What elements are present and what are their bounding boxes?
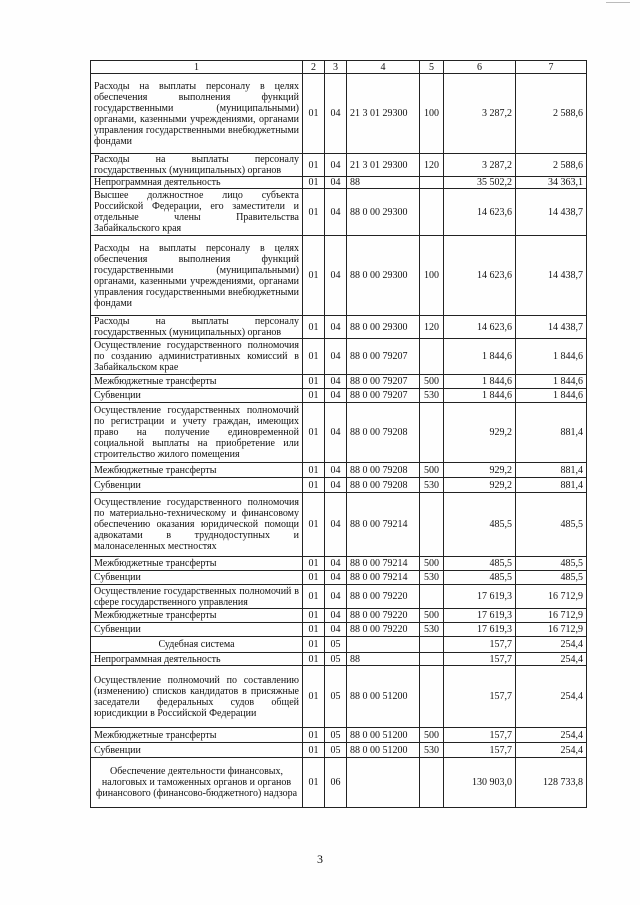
table-row bbox=[91, 177, 587, 189]
row-target-article: 88 0 00 79220 bbox=[347, 609, 420, 623]
row-section: 01 bbox=[303, 375, 325, 389]
row-subsection: 04 bbox=[325, 403, 347, 463]
header-col-3: 3 bbox=[325, 61, 347, 74]
table-row bbox=[91, 557, 587, 571]
row-subsection: 04 bbox=[325, 571, 347, 585]
row-amount-2: 881,4 bbox=[516, 403, 587, 463]
row-expense-type bbox=[420, 403, 444, 463]
row-target-article: 88 0 00 29300 bbox=[347, 316, 420, 339]
row-section: 01 bbox=[303, 758, 325, 808]
row-section: 01 bbox=[303, 557, 325, 571]
row-expense-type bbox=[420, 585, 444, 609]
row-section: 01 bbox=[303, 74, 325, 154]
row-amount-2: 254,4 bbox=[516, 728, 587, 743]
row-amount-2: 128 733,8 bbox=[516, 758, 587, 808]
row-amount-1: 17 619,3 bbox=[444, 623, 516, 637]
row-expense-type bbox=[420, 339, 444, 375]
row-expense-type: 530 bbox=[420, 389, 444, 403]
row-name: Межбюджетные трансферты bbox=[91, 557, 303, 571]
row-expense-type: 530 bbox=[420, 478, 444, 493]
row-target-article: 88 0 00 79207 bbox=[347, 375, 420, 389]
row-target-article: 88 0 00 29300 bbox=[347, 189, 420, 236]
row-name: Непрограммная деятельность bbox=[91, 653, 303, 666]
row-amount-2: 14 438,7 bbox=[516, 189, 587, 236]
row-expense-type bbox=[420, 189, 444, 236]
row-section: 01 bbox=[303, 177, 325, 189]
row-section: 01 bbox=[303, 339, 325, 375]
row-target-article: 88 bbox=[347, 177, 420, 189]
row-subsection: 05 bbox=[325, 666, 347, 728]
row-section: 01 bbox=[303, 609, 325, 623]
row-amount-2: 254,4 bbox=[516, 666, 587, 728]
row-target-article: 88 0 00 51200 bbox=[347, 666, 420, 728]
row-expense-type: 500 bbox=[420, 557, 444, 571]
row-name: Межбюджетные трансферты bbox=[91, 463, 303, 478]
row-subsection: 04 bbox=[325, 389, 347, 403]
row-expense-type: 530 bbox=[420, 743, 444, 758]
header-col-6: 6 bbox=[444, 61, 516, 74]
row-section: 01 bbox=[303, 623, 325, 637]
row-amount-2: 2 588,6 bbox=[516, 74, 587, 154]
row-name: Межбюджетные трансферты bbox=[91, 609, 303, 623]
row-name: Субвенции bbox=[91, 478, 303, 493]
row-amount-1: 17 619,3 bbox=[444, 609, 516, 623]
row-name: Высшее должностное лицо субъекта Российской Федерации, его заместители и отдельные члены Правительства Забайкальского края bbox=[91, 189, 303, 236]
row-target-article bbox=[347, 637, 420, 653]
row-subsection: 04 bbox=[325, 177, 347, 189]
row-section: 01 bbox=[303, 478, 325, 493]
row-section: 01 bbox=[303, 236, 325, 316]
table-row bbox=[91, 653, 587, 666]
row-amount-2: 1 844,6 bbox=[516, 375, 587, 389]
table-header-row bbox=[91, 61, 587, 74]
row-expense-type bbox=[420, 637, 444, 653]
row-subsection: 04 bbox=[325, 609, 347, 623]
row-name: Субвенции bbox=[91, 389, 303, 403]
row-target-article: 88 0 00 29300 bbox=[347, 236, 420, 316]
row-amount-2: 881,4 bbox=[516, 478, 587, 493]
table-row bbox=[91, 623, 587, 637]
row-amount-2: 16 712,9 bbox=[516, 609, 587, 623]
row-name: Субвенции bbox=[91, 743, 303, 758]
row-target-article: 88 0 00 51200 bbox=[347, 728, 420, 743]
row-name: Осуществление государственного полномочия по созданию административных комиссий в Забайкальском крае bbox=[91, 339, 303, 375]
row-amount-1: 157,7 bbox=[444, 637, 516, 653]
row-section: 01 bbox=[303, 666, 325, 728]
row-target-article: 88 bbox=[347, 653, 420, 666]
row-target-article: 88 0 00 51200 bbox=[347, 743, 420, 758]
row-subsection: 04 bbox=[325, 478, 347, 493]
row-amount-1: 130 903,0 bbox=[444, 758, 516, 808]
row-name: Межбюджетные трансферты bbox=[91, 375, 303, 389]
row-amount-1: 17 619,3 bbox=[444, 585, 516, 609]
row-target-article: 88 0 00 79214 bbox=[347, 557, 420, 571]
row-expense-type bbox=[420, 493, 444, 557]
table-row bbox=[91, 375, 587, 389]
row-amount-2: 254,4 bbox=[516, 653, 587, 666]
row-amount-1: 157,7 bbox=[444, 728, 516, 743]
row-expense-type: 530 bbox=[420, 623, 444, 637]
row-name: Субвенции bbox=[91, 623, 303, 637]
row-section: 01 bbox=[303, 463, 325, 478]
table-row bbox=[91, 403, 587, 463]
row-amount-2: 485,5 bbox=[516, 493, 587, 557]
table-row bbox=[91, 493, 587, 557]
row-subsection: 04 bbox=[325, 585, 347, 609]
row-amount-1: 485,5 bbox=[444, 493, 516, 557]
row-name: Непрограммная деятельность bbox=[91, 177, 303, 189]
row-amount-1: 929,2 bbox=[444, 403, 516, 463]
header-col-5: 5 bbox=[420, 61, 444, 74]
row-target-article: 88 0 00 79207 bbox=[347, 389, 420, 403]
table-row bbox=[91, 571, 587, 585]
row-amount-1: 929,2 bbox=[444, 478, 516, 493]
row-section: 01 bbox=[303, 403, 325, 463]
table-row bbox=[91, 339, 587, 375]
row-amount-1: 14 623,6 bbox=[444, 316, 516, 339]
row-expense-type bbox=[420, 666, 444, 728]
row-amount-1: 14 623,6 bbox=[444, 236, 516, 316]
row-name: Судебная система bbox=[91, 637, 303, 653]
table-row bbox=[91, 728, 587, 743]
row-amount-1: 35 502,2 bbox=[444, 177, 516, 189]
row-amount-1: 485,5 bbox=[444, 557, 516, 571]
table-row bbox=[91, 743, 587, 758]
row-name: Осуществление государственного полномочия по материально-техническому и финансовому обеспечению оказания юридической помощи адвокатами в труднодоступных и малонаселенных местностях bbox=[91, 493, 303, 557]
row-section: 01 bbox=[303, 389, 325, 403]
row-expense-type: 500 bbox=[420, 609, 444, 623]
row-section: 01 bbox=[303, 743, 325, 758]
row-amount-1: 1 844,6 bbox=[444, 389, 516, 403]
row-expense-type: 120 bbox=[420, 154, 444, 177]
row-amount-1: 929,2 bbox=[444, 463, 516, 478]
row-section: 01 bbox=[303, 571, 325, 585]
table-row bbox=[91, 74, 587, 154]
row-expense-type: 120 bbox=[420, 316, 444, 339]
row-name: Осуществление полномочий по составлению (изменению) списков кандидатов в присяжные заседатели федеральных судов общей юрисдикции в Российской Федерации bbox=[91, 666, 303, 728]
row-name: Осуществление государственных полномочий в сфере государственного управления bbox=[91, 585, 303, 609]
row-subsection: 04 bbox=[325, 375, 347, 389]
row-target-article bbox=[347, 758, 420, 808]
table-row bbox=[91, 154, 587, 177]
row-name: Расходы на выплаты персоналу в целях обеспечения выполнения функций государственными (муниципальными) органами, казенными учреждениями, органами управления государственными внебюджетными фондами bbox=[91, 236, 303, 316]
row-target-article: 88 0 00 79208 bbox=[347, 478, 420, 493]
budget-table bbox=[90, 60, 587, 808]
row-section: 01 bbox=[303, 653, 325, 666]
row-name: Расходы на выплаты персоналу государственных (муниципальных) органов bbox=[91, 316, 303, 339]
row-expense-type: 100 bbox=[420, 236, 444, 316]
row-expense-type: 500 bbox=[420, 375, 444, 389]
row-subsection: 05 bbox=[325, 743, 347, 758]
header-col-4: 4 bbox=[347, 61, 420, 74]
row-name: Расходы на выплаты персоналу в целях обеспечения выполнения функций государственными (муниципальными) органами, казенными учреждениями, органами управления государственными внебюджетными фондами bbox=[91, 74, 303, 154]
row-subsection: 04 bbox=[325, 236, 347, 316]
row-section: 01 bbox=[303, 585, 325, 609]
row-amount-2: 1 844,6 bbox=[516, 339, 587, 375]
table-row bbox=[91, 316, 587, 339]
row-section: 01 bbox=[303, 154, 325, 177]
row-amount-2: 34 363,1 bbox=[516, 177, 587, 189]
row-amount-2: 485,5 bbox=[516, 571, 587, 585]
row-section: 01 bbox=[303, 189, 325, 236]
table-row bbox=[91, 666, 587, 728]
row-amount-1: 3 287,2 bbox=[444, 74, 516, 154]
row-expense-type: 530 bbox=[420, 571, 444, 585]
header-col-2: 2 bbox=[303, 61, 325, 74]
row-amount-1: 3 287,2 bbox=[444, 154, 516, 177]
row-amount-2: 254,4 bbox=[516, 743, 587, 758]
row-name: Обеспечение деятельности финансовых, налоговых и таможенных органов и органов финансового (финансово-бюджетного) надзора bbox=[91, 758, 303, 808]
row-section: 01 bbox=[303, 637, 325, 653]
row-subsection: 04 bbox=[325, 623, 347, 637]
row-expense-type: 500 bbox=[420, 728, 444, 743]
row-amount-2: 2 588,6 bbox=[516, 154, 587, 177]
row-name: Межбюджетные трансферты bbox=[91, 728, 303, 743]
row-target-article: 88 0 00 79214 bbox=[347, 571, 420, 585]
header-col-7: 7 bbox=[516, 61, 587, 74]
row-expense-type: 500 bbox=[420, 463, 444, 478]
row-amount-1: 14 623,6 bbox=[444, 189, 516, 236]
row-expense-type bbox=[420, 177, 444, 189]
page-number: 3 bbox=[317, 852, 323, 866]
table-row bbox=[91, 389, 587, 403]
row-amount-1: 157,7 bbox=[444, 743, 516, 758]
row-subsection: 04 bbox=[325, 316, 347, 339]
row-name: Осуществление государственных полномочий по регистрации и учету граждан, имеющих право на получение единовременной социальной выплаты на приобретение или строительство жилого помещения bbox=[91, 403, 303, 463]
row-amount-1: 1 844,6 bbox=[444, 375, 516, 389]
row-amount-1: 485,5 bbox=[444, 571, 516, 585]
row-target-article: 88 0 00 79220 bbox=[347, 623, 420, 637]
row-amount-2: 16 712,9 bbox=[516, 623, 587, 637]
table-row bbox=[91, 236, 587, 316]
row-target-article: 88 0 00 79214 bbox=[347, 493, 420, 557]
row-amount-2: 485,5 bbox=[516, 557, 587, 571]
table-row bbox=[91, 609, 587, 623]
row-target-article: 21 3 01 29300 bbox=[347, 74, 420, 154]
row-amount-1: 157,7 bbox=[444, 653, 516, 666]
row-amount-1: 157,7 bbox=[444, 666, 516, 728]
row-subsection: 04 bbox=[325, 557, 347, 571]
header-col-1: 1 bbox=[91, 61, 303, 74]
row-target-article: 21 3 01 29300 bbox=[347, 154, 420, 177]
table-row bbox=[91, 189, 587, 236]
row-subsection: 04 bbox=[325, 154, 347, 177]
row-subsection: 04 bbox=[325, 74, 347, 154]
row-section: 01 bbox=[303, 728, 325, 743]
row-subsection: 05 bbox=[325, 637, 347, 653]
row-amount-2: 14 438,7 bbox=[516, 316, 587, 339]
row-section: 01 bbox=[303, 493, 325, 557]
row-name: Субвенции bbox=[91, 571, 303, 585]
row-expense-type bbox=[420, 653, 444, 666]
row-subsection: 04 bbox=[325, 339, 347, 375]
row-subsection: 05 bbox=[325, 653, 347, 666]
row-amount-2: 881,4 bbox=[516, 463, 587, 478]
row-expense-type: 100 bbox=[420, 74, 444, 154]
row-subsection: 04 bbox=[325, 189, 347, 236]
row-subsection: 05 bbox=[325, 728, 347, 743]
table-row bbox=[91, 463, 587, 478]
row-name: Расходы на выплаты персоналу государственных (муниципальных) органов bbox=[91, 154, 303, 177]
row-expense-type bbox=[420, 758, 444, 808]
table-row bbox=[91, 585, 587, 609]
table-row bbox=[91, 758, 587, 808]
row-subsection: 04 bbox=[325, 493, 347, 557]
row-target-article: 88 0 00 79220 bbox=[347, 585, 420, 609]
row-amount-1: 1 844,6 bbox=[444, 339, 516, 375]
row-section: 01 bbox=[303, 316, 325, 339]
corner-mark bbox=[606, 2, 630, 3]
row-target-article: 88 0 00 79208 bbox=[347, 403, 420, 463]
row-amount-2: 1 844,6 bbox=[516, 389, 587, 403]
row-amount-2: 14 438,7 bbox=[516, 236, 587, 316]
table-row bbox=[91, 637, 587, 653]
row-subsection: 04 bbox=[325, 463, 347, 478]
row-target-article: 88 0 00 79207 bbox=[347, 339, 420, 375]
row-subsection: 06 bbox=[325, 758, 347, 808]
row-amount-2: 254,4 bbox=[516, 637, 587, 653]
row-amount-2: 16 712,9 bbox=[516, 585, 587, 609]
row-target-article: 88 0 00 79208 bbox=[347, 463, 420, 478]
table-row bbox=[91, 478, 587, 493]
